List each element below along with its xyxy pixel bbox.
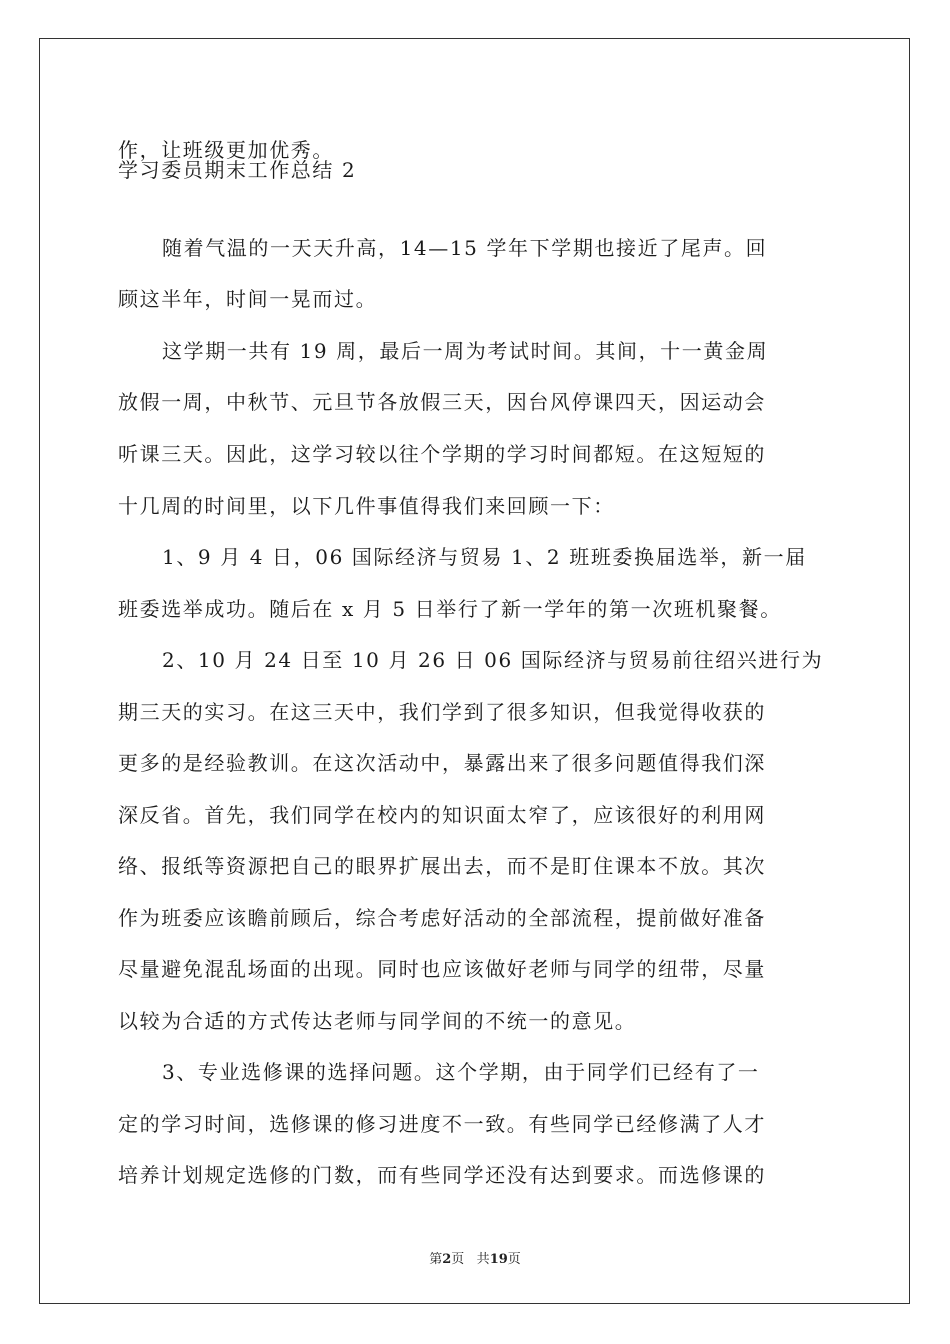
text-line: 作为班委应该瞻前顾后，综合考虑好活动的全部流程，提前做好准备 — [118, 906, 766, 930]
text-line: 1、9 月 4 日，06 国际经济与贸易 1、2 班班委换届选举，新一届 — [162, 545, 807, 569]
section-heading: 学习委员期末工作总结 2 — [118, 158, 357, 182]
text-line: 班委选举成功。随后在 x 月 5 日举行了新一学年的第一次班机聚餐。 — [118, 597, 782, 621]
text-line: 培养计划规定选修的门数，而有些同学还没有达到要求。而选修课的 — [118, 1163, 766, 1187]
text-line: 放假一周，中秋节、元旦节各放假三天，因台风停课四天，因运动会 — [118, 390, 766, 414]
text-line: 深反省。首先，我们同学在校内的知识面太窄了，应该很好的利用网 — [118, 803, 766, 827]
text-line: 随着气温的一天天升高，14—15 学年下学期也接近了尾声。回 — [162, 236, 768, 260]
text-line: 2、10 月 24 日至 10 月 26 日 06 国际经济与贸易前往绍兴进行为 — [162, 648, 824, 672]
text-line: 听课三天。因此，这学习较以往个学期的学习时间都短。在这短短的 — [118, 442, 766, 466]
text-line: 定的学习时间，选修课的修习进度不一致。有些同学已经修满了人才 — [118, 1112, 766, 1136]
current-page-number: 2 — [442, 1252, 452, 1267]
text-line: 期三天的实习。在这三天中，我们学到了很多知识，但我觉得收获的 — [118, 700, 766, 724]
total-page-count: 19 — [489, 1252, 508, 1267]
text-line: 尽量避免混乱场面的出现。同时也应该做好老师与同学的纽带，尽量 — [118, 957, 766, 981]
page-footer — [0, 1248, 950, 1267]
footer-prefix: 第 — [429, 1252, 443, 1267]
footer-total-suffix: 页 — [507, 1252, 521, 1267]
text-line: 更多的是经验教训。在这次活动中，暴露出来了很多问题值得我们深 — [118, 751, 766, 775]
text-line: 络、报纸等资源把自己的眼界扩展出去，而不是盯住课本不放。其次 — [118, 854, 766, 878]
text-line: 这学期一共有 19 周，最后一周为考试时间。其间，十一黄金周 — [162, 339, 769, 363]
text-line: 顾这半年，时间一晃而过。 — [118, 287, 378, 311]
footer-page-suffix: 页 — [451, 1252, 465, 1267]
text-line: 3、专业选修课的选择问题。这个学期，由于同学们已经有了一 — [162, 1060, 760, 1084]
text-line: 十几周的时间里，以下几件事值得我们来回顾一下： — [118, 494, 615, 518]
text-line: 作，让班级更加优秀。 — [118, 138, 334, 162]
text-line: 以较为合适的方式传达老师与同学间的不统一的意见。 — [118, 1009, 637, 1033]
footer-total-prefix: 共 — [476, 1252, 490, 1267]
